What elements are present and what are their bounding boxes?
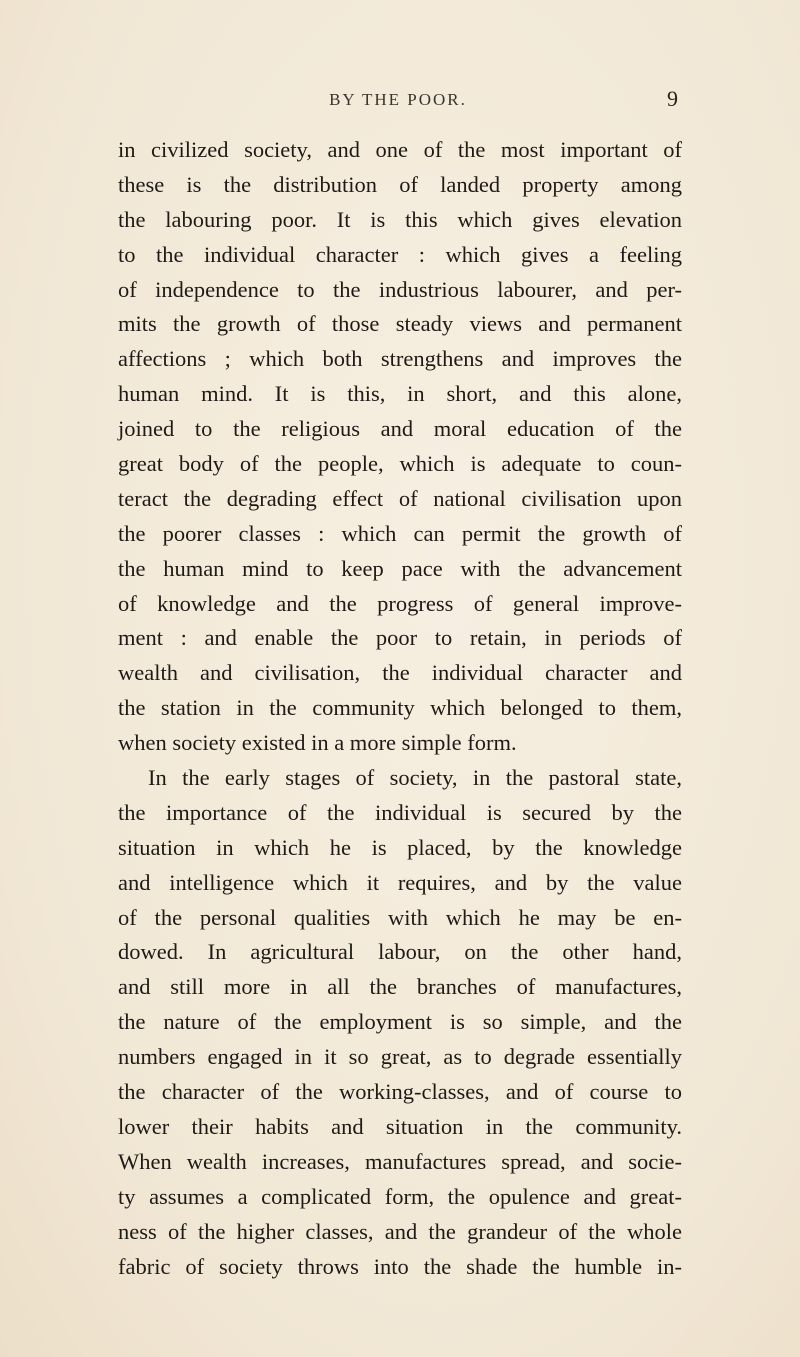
paragraph-end-line: when society existed in a more simple form.: [118, 730, 517, 756]
text-line: the station in the community which belonged to them,: [118, 695, 682, 721]
text-line: affections ; which both strengthens and improves the: [118, 346, 682, 372]
text-line: numbers engaged in it so great, as to degrade essentially: [118, 1044, 682, 1070]
text-line: the character of the working-classes, and of course to: [118, 1079, 682, 1105]
text-line: of independence to the industrious labourer, and per-: [118, 276, 682, 302]
text-line: these is the distribution of landed property among: [118, 171, 682, 197]
text-line: and intelligence which it requires, and by the value: [118, 869, 682, 895]
text-line: joined to the religious and moral education of the: [118, 416, 682, 442]
text-line: human mind. It is this, in short, and this alone,: [118, 381, 682, 407]
text-line: the poorer classes : which can permit the growth of: [118, 520, 682, 546]
text-line: great body of the people, which is adequate to coun-: [118, 451, 682, 477]
text-line: in civilized society, and one of the most important of: [118, 137, 682, 162]
text-line: fabric of society throws into the shade the humble in-: [118, 1253, 682, 1279]
text-line: ness of the higher classes, and the grandeur of the whole: [118, 1218, 682, 1244]
text-line: the importance of the individual is secured by the: [118, 799, 682, 825]
text-line: ment : and enable the poor to retain, in periods of: [118, 625, 682, 651]
text-line: situation in which he is placed, by the knowledge: [118, 834, 682, 860]
running-head: [118, 86, 678, 120]
running-head-title: BY THE POOR.: [329, 90, 467, 109]
text-line: ty assumes a complicated form, the opulence and great-: [118, 1183, 682, 1209]
text-line: the labouring poor. It is this which gives elevation: [118, 206, 682, 232]
page-number: 9: [667, 86, 678, 111]
text-line: wealth and civilisation, the individual character and: [118, 660, 682, 686]
paragraph-start-line: In the early stages of society, in the pastoral state,: [148, 765, 682, 791]
text-line: the human mind to keep pace with the advancement: [118, 555, 682, 581]
body-text: [118, 133, 682, 1284]
text-line: and still more in all the branches of manufactures,: [118, 974, 682, 1000]
text-line: to the individual character : which gives a feeling: [118, 241, 682, 267]
text-line: of knowledge and the progress of general improve-: [118, 590, 682, 616]
text-line: the nature of the employment is so simple, and the: [118, 1009, 682, 1035]
text-line: mits the growth of those steady views and permanent: [118, 311, 682, 337]
text-line: teract the degrading effect of national civilisation upon: [118, 485, 682, 511]
text-line: When wealth increases, manufactures spread, and socie-: [118, 1148, 682, 1174]
text-line: lower their habits and situation in the community.: [118, 1113, 682, 1139]
text-line: dowed. In agricultural labour, on the other hand,: [118, 939, 682, 965]
text-line: of the personal qualities with which he may be en-: [118, 904, 682, 930]
